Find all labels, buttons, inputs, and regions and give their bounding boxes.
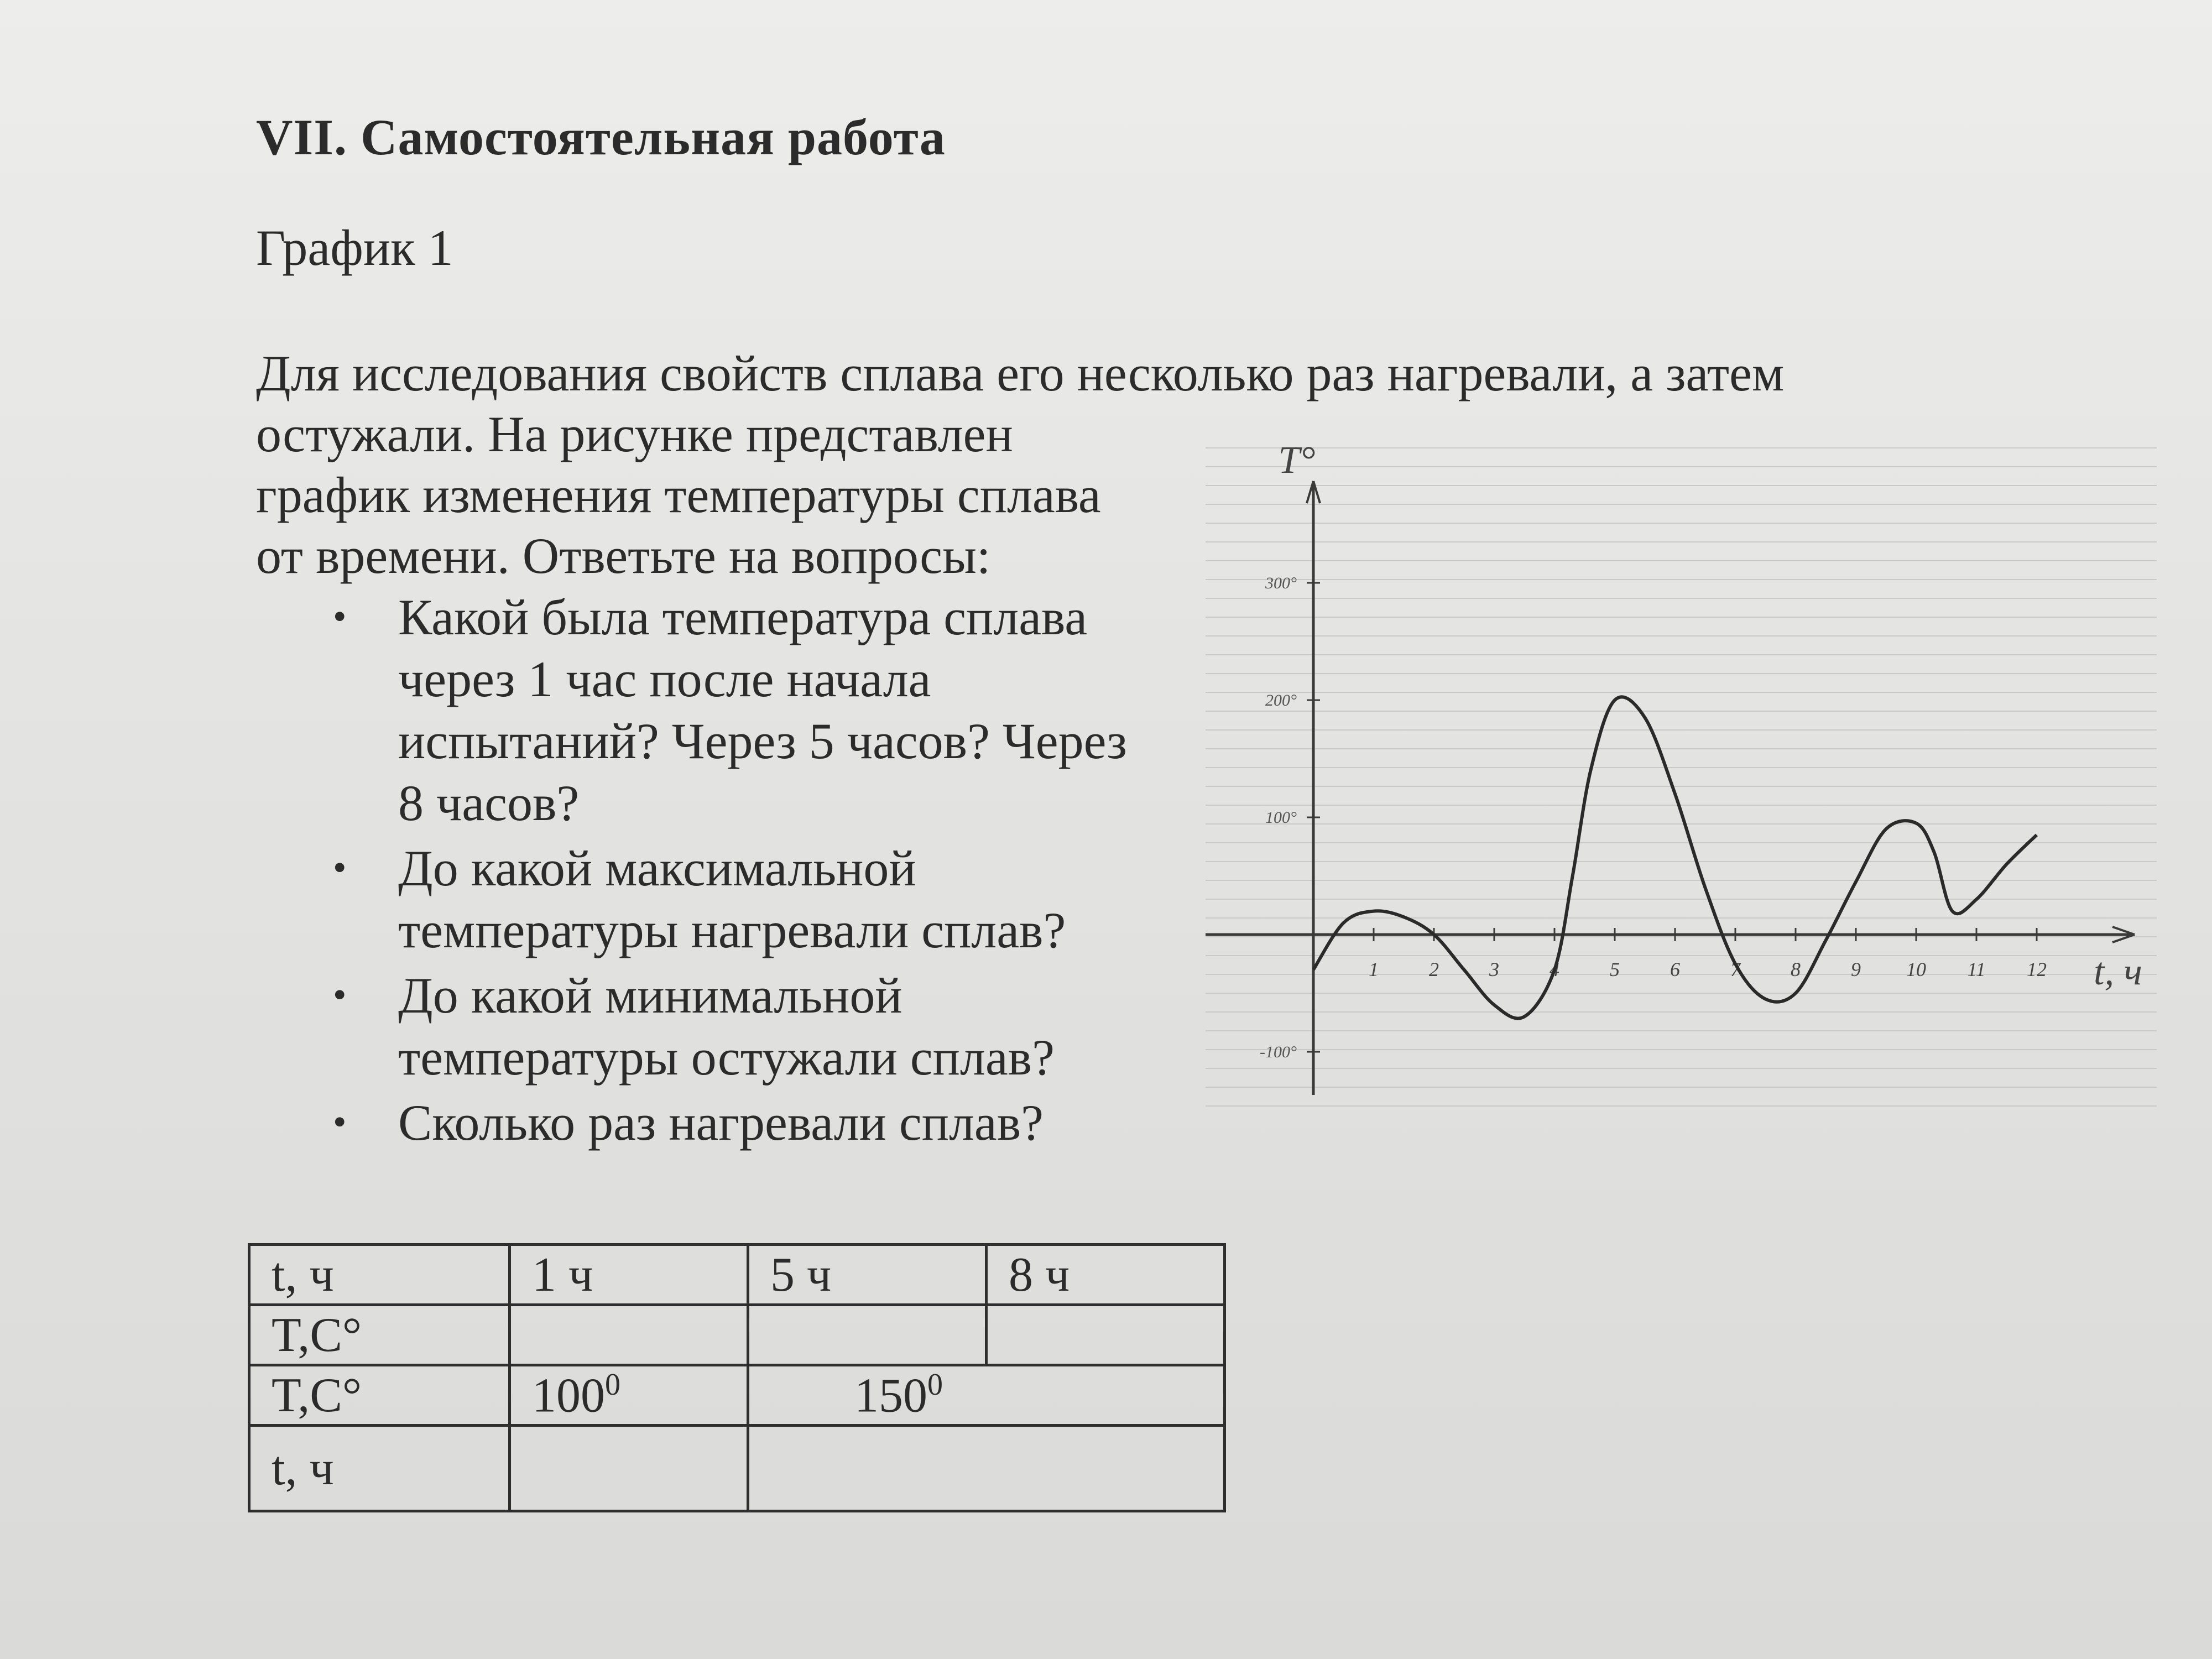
question-line: 8 часов?	[398, 775, 580, 831]
x-tick-label: 6	[1670, 958, 1680, 980]
question-item	[332, 1092, 1127, 1154]
question-line: До какой максимальной	[398, 840, 916, 896]
table-cell-empty[interactable]	[748, 1426, 1225, 1511]
question-item	[332, 964, 1127, 1088]
y-tick-label: -100°	[1260, 1043, 1297, 1061]
bullet-icon: •	[333, 974, 347, 1016]
question-line: испытаний? Через 5 часов? Через	[398, 713, 1127, 769]
bullet-icon: •	[333, 1101, 347, 1144]
y-tick-label: 100°	[1265, 808, 1297, 827]
paragraph-line: график изменения температуры сплава	[256, 467, 1101, 523]
paragraph-line: остужали. На рисунке представлен	[256, 406, 1013, 462]
x-tick-label: 1	[1369, 958, 1379, 980]
section-heading: VII. Самостоятельная работа	[256, 109, 946, 165]
question-item	[332, 837, 1127, 961]
x-tick-label: 7	[1730, 958, 1740, 980]
x-tick-label: 9	[1851, 958, 1861, 980]
question-line: Сколько раз нагревали сплав?	[398, 1094, 1044, 1151]
x-tick-label: 10	[1906, 958, 1926, 980]
table-cell: t, ч	[249, 1245, 510, 1305]
value-text: 150	[854, 1369, 927, 1423]
y-tick-label: 300°	[1265, 574, 1297, 592]
x-tick-label: 5	[1610, 958, 1620, 980]
table-row	[249, 1365, 1225, 1426]
y-axis-label: T°	[1278, 439, 1316, 482]
table-cell: t, ч	[249, 1426, 510, 1511]
temperature-chart	[1206, 431, 2157, 1112]
table-row	[249, 1426, 1225, 1511]
table-cell-value	[748, 1365, 1225, 1426]
question-line: До какой минимальной	[398, 967, 902, 1024]
x-axis-label: t, ч	[2094, 951, 2142, 993]
table-cell-empty[interactable]	[987, 1305, 1225, 1365]
table-cell: T,C°	[249, 1365, 510, 1426]
degree-superscript: 0	[927, 1367, 943, 1402]
question-item	[332, 586, 1127, 834]
table-cell: T,C°	[249, 1305, 510, 1365]
x-tick-label: 4	[1550, 958, 1559, 980]
table-cell-empty[interactable]	[510, 1305, 748, 1365]
table-cell-empty[interactable]	[510, 1426, 748, 1511]
question-line: температуры нагревали сплав?	[398, 902, 1066, 958]
y-tick-label: 200°	[1265, 691, 1297, 709]
question-list	[332, 586, 1127, 1157]
table-cell-value	[510, 1365, 748, 1426]
degree-superscript: 0	[605, 1367, 620, 1402]
question-line: через 1 час после начала	[398, 651, 931, 707]
x-tick-label: 12	[2027, 958, 2047, 980]
value-text: 100	[532, 1369, 605, 1423]
question-line: Какой была температура сплава	[398, 589, 1088, 645]
x-tick-label: 3	[1489, 958, 1499, 980]
paragraph-line: Для исследования свойств сплава его несколько раз нагревали, а затем	[256, 345, 1785, 401]
table-row	[249, 1305, 1225, 1365]
table-cell: 5 ч	[748, 1245, 987, 1305]
table-cell: 1 ч	[510, 1245, 748, 1305]
x-tick-label: 2	[1429, 958, 1439, 980]
paragraph-line: от времени. Ответьте на вопросы:	[256, 528, 991, 584]
table-cell: 8 ч	[987, 1245, 1225, 1305]
x-tick-label: 8	[1791, 958, 1801, 980]
bullet-icon: •	[333, 596, 347, 638]
bullet-icon: •	[333, 847, 347, 889]
table-cell-empty[interactable]	[748, 1305, 987, 1365]
x-tick-label: 11	[1967, 958, 1986, 980]
answer-table	[248, 1243, 1226, 1512]
graph-subheading: График 1	[256, 220, 453, 276]
table-row	[249, 1245, 1225, 1305]
question-line: температуры остужали сплав?	[398, 1029, 1055, 1086]
